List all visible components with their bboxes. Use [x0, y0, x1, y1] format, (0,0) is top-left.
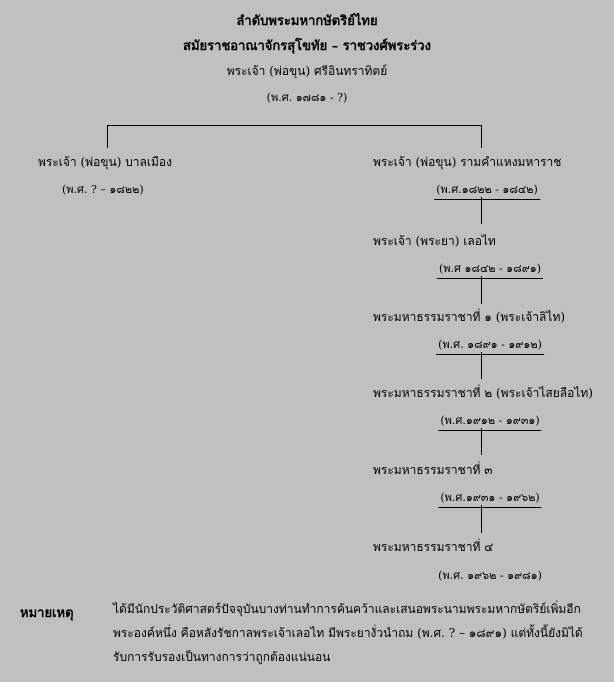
chain-connector-5: [481, 505, 482, 533]
king-period-3: (พ.ศ. ๑๘๙๑ - ๑๙๑๒): [436, 335, 544, 355]
king-name-4: พระมหาธรรมราชาที่ ๒ (พระเจ้าไสยลือไท): [373, 386, 593, 400]
chain-connector-1: [481, 197, 482, 224]
title-line-2: สมัยราชอาณาจักรสุโขทัย – ราชวงศ์พระร่วง: [183, 39, 431, 54]
root-king-name: พระเจ้า (พ่อขุน) ศรีอินทราทิตย์: [226, 64, 388, 78]
king-period-5: (พ.ศ.๑๙๓๑ - ๑๙๖๒): [438, 488, 541, 508]
king-period-6: (พ.ศ. ๑๙๖๒ - ๑๙๘๑): [438, 569, 542, 582]
left-king-name: พระเจ้า (พ่อขุน) บาลเมือง: [38, 155, 172, 169]
note-label: หมายเหตุ: [20, 606, 74, 621]
king-name-5: พระมหาธรรมราชาที่ ๓: [373, 463, 493, 477]
king-name-3: พระมหาธรรมราชาที่ ๑ (พระเจ้าลิไท): [373, 310, 566, 324]
chain-connector-2: [481, 276, 482, 304]
root-king-period: (พ.ศ. ๑๗๘๑ - ?): [266, 91, 348, 104]
king-name-1: พระเจ้า (พ่อขุน) รามคำแหงมหาราช: [373, 155, 562, 169]
king-name-2: พระเจ้า (พระยา) เลอไท: [373, 234, 496, 248]
left-king-period: (พ.ศ. ? – ๑๘๒๒): [62, 183, 144, 196]
title-line-1: ลำดับพระมหากษัตริย์ไทย: [236, 14, 378, 29]
left-branch-connector: [107, 125, 108, 148]
chain-connector-4: [481, 428, 482, 455]
king-name-6: พระมหาธรรมราชาที่ ๔: [373, 540, 494, 554]
branch-horizontal-line: [107, 125, 481, 126]
chain-connector-3: [481, 352, 482, 379]
king-period-4: (พ.ศ.๑๙๑๒ - ๑๙๓๑): [438, 411, 541, 431]
king-period-2: (พ.ศ ๑๘๔๒ - ๑๘๙๑): [437, 259, 543, 279]
note-text: ได้มีนักประวัติศาสตร์ปัจจุบันบางท่านทำการค้นคว้าและเสนอพระนามพระมหากษัตริย์เพิ่มอีกพระองค์หนึ่ง คือหลังรัชกาลพระเจ้าเลอไท มีพระยางั่วนำถม (พ.ศ. ? – ๑๘๙๑) แต่ทั้งนี้ยังมิได้รับการรับรองเป็นทางการว่าถูกต้องแน่นอน: [113, 602, 583, 664]
right-branch-connector: [481, 125, 482, 148]
king-period-1: (พ.ศ.๑๘๒๒ - ๑๘๔๒): [434, 180, 540, 200]
